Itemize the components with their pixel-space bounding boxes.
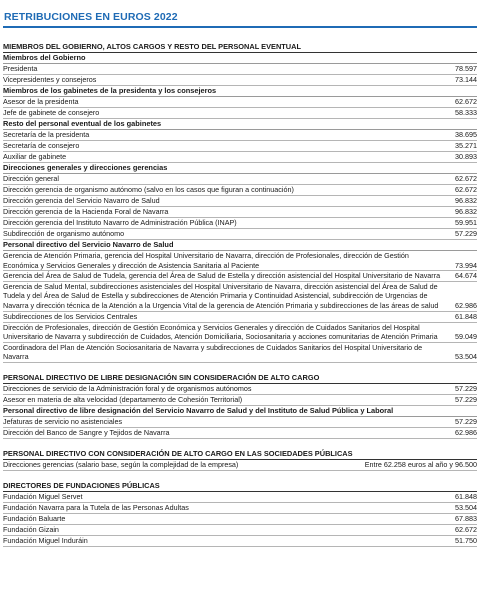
row-value: 57.229 [455,394,477,404]
row-value: 73.144 [455,75,477,84]
row-value: 96.832 [455,207,477,216]
row-label: Direcciones de servicio de la Administración foral y de organismos autónomos [3,383,252,393]
row-label: Subdirección de organismo autónomo [3,229,125,238]
table-row [3,492,477,503]
row-value: 61.848 [455,311,477,321]
group-heading: Personal directivo de libre designación del Servicio Navarro de Salud y del Instituto de Salud Pública y Laboral [3,406,477,417]
table-row [3,536,477,547]
row-label: Presidenta [3,64,38,73]
section-heading: PERSONAL DIRECTIVO CON CONSIDERACIÓN DE ALTO CARGO EN LAS SOCIEDADES PÚBLICAS [3,449,477,460]
row-value: 57.229 [455,229,477,238]
table-row [3,251,477,271]
table-row [3,207,477,218]
row-value: 35.271 [455,141,477,150]
row-value: 67.883 [455,513,477,523]
row-label: Fundación Miguel Servet [3,491,83,501]
table-row [3,395,477,406]
table-section [3,481,477,547]
row-label: Asesor de la presidenta [3,97,79,106]
row-label: Secretaría de consejero [3,141,80,150]
row-label: Fundación Gizain [3,524,59,534]
table-row [3,514,477,525]
row-value: 59.049 [455,332,477,342]
retribution-table [3,42,477,547]
group-heading: Personal directivo del Servicio Navarro de Salud [3,240,477,251]
table-row [3,97,477,108]
group-heading: Resto del personal eventual de los gabinetes [3,119,477,130]
row-label: Direcciones gerencias (salario base, según la complejidad de la empresa) [3,459,239,469]
row-label: Secretaría de la presidenta [3,130,90,139]
row-value: 78.597 [455,64,477,73]
table-section [3,42,477,363]
row-label: Dirección gerencia de la Hacienda Foral de Navarra [3,207,169,216]
table-row [3,525,477,536]
table-row [3,141,477,152]
row-value: 62.986 [455,300,477,310]
row-value: 62.672 [455,174,477,183]
table-row [3,64,477,75]
table-row [3,343,477,363]
row-value: 30.893 [455,152,477,161]
row-value: 53.504 [455,352,477,362]
row-value: 58.333 [455,108,477,117]
table-row [3,218,477,229]
table-row [3,75,477,86]
section-heading: PERSONAL DIRECTIVO DE LIBRE DESIGNACIÓN SIN CONSIDERACIÓN DE ALTO CARGO [3,373,477,384]
table-section [3,373,477,439]
group-heading: Miembros del Gobierno [3,53,477,64]
table-row [3,312,477,323]
row-label: Dirección gerencia del Instituto Navarro de Administración Pública (INAP) [3,218,237,227]
row-value: 62.672 [455,524,477,534]
row-label: Vicepresidentes y consejeros [3,75,97,84]
group-heading: Direcciones generales y direcciones gerencias [3,163,477,174]
table-row [3,196,477,207]
row-value: 53.504 [455,502,477,512]
row-label: Dirección del Banco de Sangre y Tejidos de Navarra [3,427,170,437]
table-row [3,174,477,185]
row-label: Dirección general [3,174,59,183]
table-row [3,108,477,119]
row-value: 62.672 [455,97,477,106]
row-value: 57.229 [455,416,477,426]
row-label: Subdirecciones de los Servicios Centrales [3,311,138,321]
page-title: RETRIBUCIONES EN EUROS 2022 [3,4,477,28]
table-row [3,503,477,514]
table-section [3,449,477,471]
row-label: Fundación Baluarte [3,513,66,523]
table-row [3,152,477,163]
row-label: Fundación Navarra para la Tutela de las Personas Adultas [3,502,189,512]
row-label: Dirección de Profesionales, dirección de Gestión Económica y Servicios Generales y dirección de Cuidados Sanitarios del Hospital Universitario de Navarra y subdirección de Cuidados, Atención Domiciliaria, Sociosanitaria y acciones comunitarias de Atención Primaria [3,322,438,342]
row-value: 61.848 [455,491,477,501]
table-row [3,460,477,471]
table-row [3,271,477,282]
row-label: Auxiliar de gabinete [3,152,67,161]
row-value: 57.229 [455,383,477,393]
table-row [3,323,477,343]
row-label: Gerencia del Área de Salud de Tudela, gerencia del Área de Salud de Estella y dirección asistencial del Hospital Universitario de Navarra [3,271,441,281]
row-label: Fundación Miguel Induráin [3,535,88,545]
row-value: 62.672 [455,185,477,194]
table-row [3,417,477,428]
row-label: Gerencia de Salud Mental, subdirecciones asistenciales del Hospital Universitario de Navarra, dirección asistencial del Área de Salud de Tudela y del Área de Salud de Estella y subdirecciones de Atención Primaria y Continuidad Asistencial, subdirección de Urgencias de Navarra y dirección técnica de la Atención a la Urgencia Vital de la gerencia de Atención Primaria y subdirecciones de las áreas de salud [3,281,439,310]
row-value: 96.832 [455,196,477,205]
table-row [3,384,477,395]
section-heading: DIRECTORES DE FUNDACIONES PÚBLICAS [3,481,477,492]
section-heading: MIEMBROS DEL GOBIERNO, ALTOS CARGOS Y RESTO DEL PERSONAL EVENTUAL [3,42,477,53]
row-value: 51.750 [455,535,477,545]
row-value: 38.695 [455,130,477,139]
table-row [3,282,477,312]
row-label: Jefaturas de servicio no asistenciales [3,416,123,426]
table-row [3,130,477,141]
row-label: Jefe de gabinete de consejero [3,108,100,117]
table-row [3,185,477,196]
row-value: 64.674 [455,271,477,281]
row-value: 73.994 [455,260,477,270]
row-label: Dirección gerencia de organismo autónomo (salvo en los casos que figuran a continuación) [3,185,294,194]
row-label: Gerencia de Atención Primaria, gerencia del Hospital Universitario de Navarra, dirección de Profesionales, dirección de Gestión Económica y Servicios Generales y dirección de Asistencia Sanitaria al Paciente [3,251,409,270]
row-value: 59.951 [455,218,477,227]
row-label: Asesor en materia de alta velocidad (departamento de Cohesión Territorial) [3,394,243,404]
table-row [3,229,477,240]
row-value: Entre 62.258 euros al año y 96.500 [364,459,477,469]
table-row [3,428,477,439]
row-label: Dirección gerencia del Servicio Navarro de Salud [3,196,160,205]
group-heading: Miembros de los gabinetes de la presidenta y los consejeros [3,86,477,97]
row-label: Coordinadora del Plan de Atención Sociosanitaria de Navarra y subdirecciones de Cuidados Sanitarios del Hospital Universitario de Navarra [3,342,423,362]
row-value: 62.986 [455,427,477,437]
